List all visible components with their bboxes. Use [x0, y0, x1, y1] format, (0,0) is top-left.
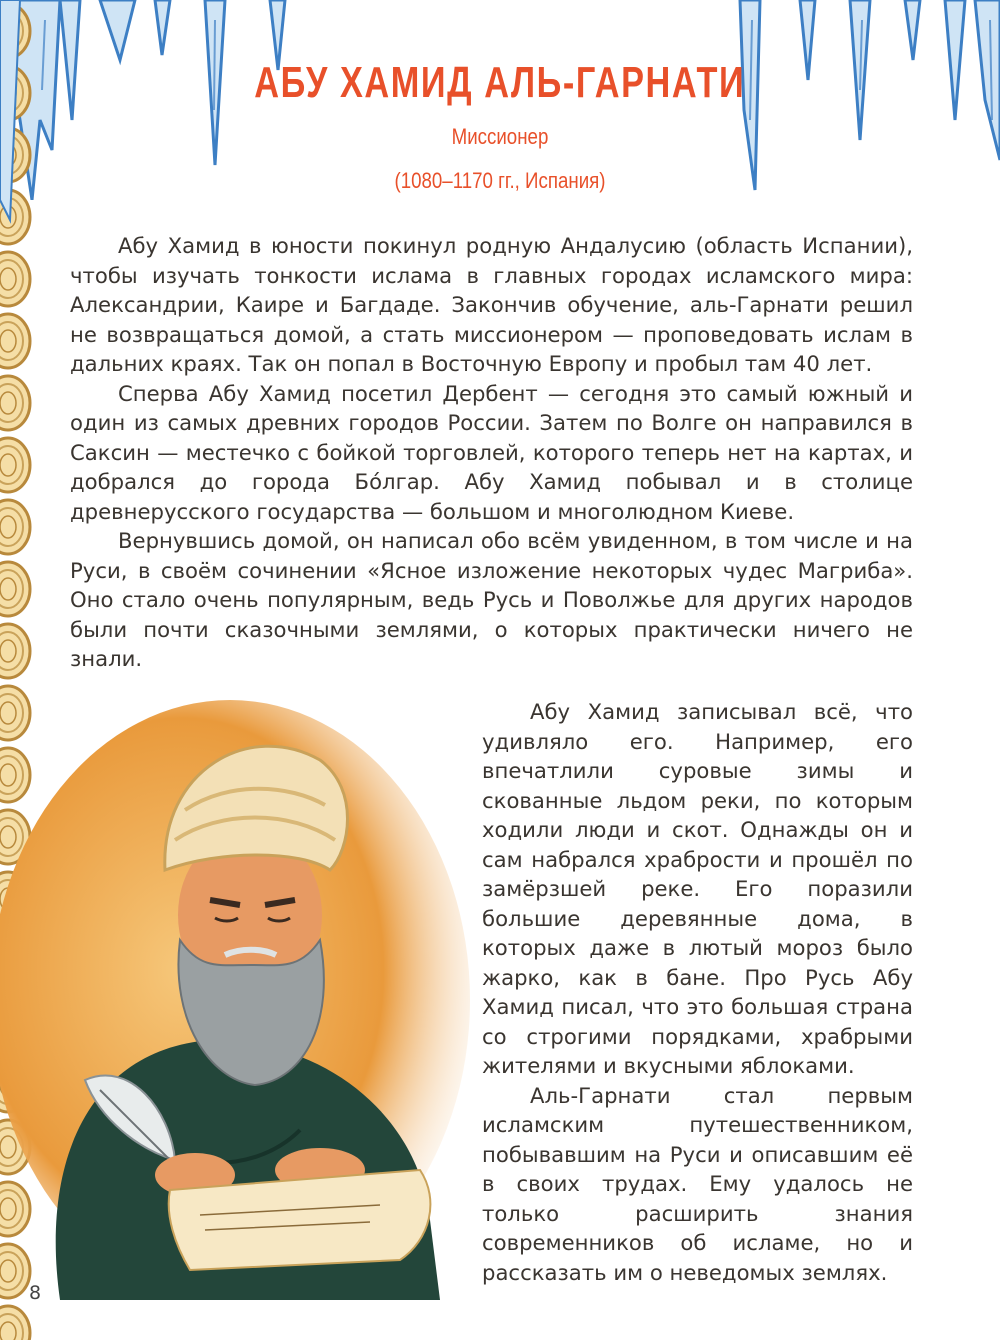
article-title: АБУ ХАМИД АЛЬ-ГАРНАТИ: [254, 58, 746, 107]
paragraph: Абу Хамид в юности покинул родную Андалусию (область Испании), чтобы изучать тонкости ислама в главных городах исламского мира: Александрии, Каире и Багдаде. Закончив обучение, аль-Гарнати решил не возвращаться домой, а стать миссионером — проповедовать ислам в дальних краях. Так он попал в Восточную Европу и пробыл там 40 лет.: [70, 233, 913, 376]
paragraph: Сперва Абу Хамид посетил Дербент — сегодня это самый южный и один из самых древних городов России. Затем по Волге он направился в Саксин — местечко с бойкой торговлей, которого теперь нет на картах, и добрался до города Бо́лгар. Абу Хамид побывал и в столице древнерусского государства — большом и многолюдном Киеве.: [70, 380, 913, 524]
article-subtitle: Миссионер: [451, 124, 549, 149]
paragraph: Вернувшись домой, он написал обо всём увиденном, в том числе и на Руси, в своём сочинении «Ясное изложение некоторых чудес Магриба». Оно стало очень популярным, ведь Русь и Поволжье для других народов были почти сказочными землями, о которых практически ничего не знали.: [70, 528, 913, 671]
article-dates: (1080–1170 гг., Испания): [394, 168, 606, 193]
paragraph: Аль-Гарнати стал первым исламским путешественником, побывавшим на Руси и описавшим её в своих трудах. Ему удалось не только расширить знания современников об исламе, но и рассказать им о неведомых землях.: [482, 1082, 913, 1285]
side-text: [482, 697, 913, 1287]
scholar-writing-illustration: [0, 700, 470, 1300]
page-number: 8: [29, 1282, 42, 1304]
article-header: [0, 58, 1000, 194]
paragraph: Абу Хамид записывал всё, что удивляло его. Например, его впечатлили суровые зимы и скованные льдом реки, по которым ходили люди и скот. Однажды он и сам набрался храбрости и прошёл по замёрзшей реке. Его поразили большие деревянные дома, в которых даже в лютый мороз было жарко, как в бане. Про Русь Абу Хамид писал, что это большая страна со строгими порядками, храбрыми жителями и вкусными яблоками.: [482, 699, 913, 1078]
main-text: [70, 231, 913, 674]
